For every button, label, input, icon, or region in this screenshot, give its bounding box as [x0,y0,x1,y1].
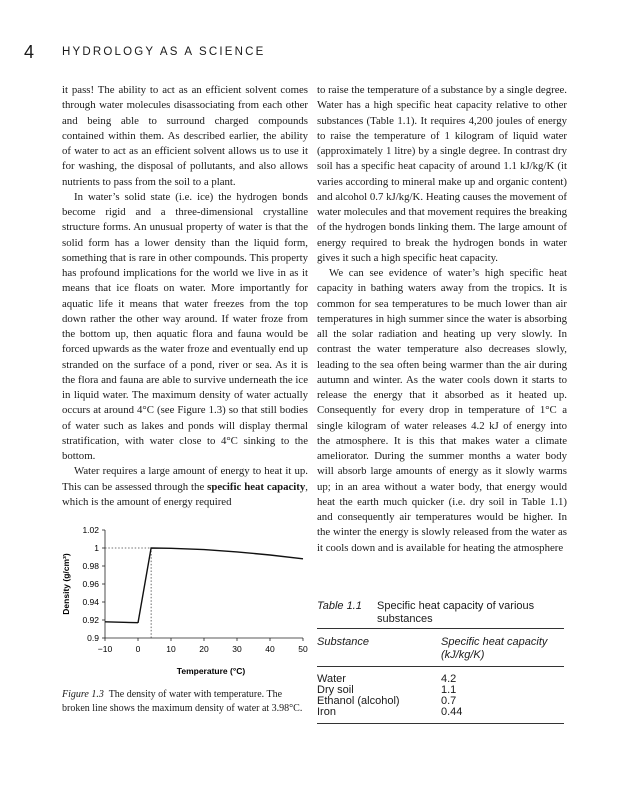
density-series-line [105,548,303,623]
y-axis-label: Density (g/cm³) [61,553,71,615]
y-tick-label: 0.92 [82,615,99,625]
table-cell-substance: Iron [317,706,336,718]
x-tick-label: 10 [166,644,176,654]
x-tick-label: 40 [265,644,275,654]
table-bottom-rule [317,723,564,724]
figure-caption [62,688,308,716]
table-cell-substance: Ethanol (alcohol) [317,695,400,707]
table-cell-value: 4.2 [441,673,457,685]
figure-label: Figure 1.3 [62,689,104,700]
table-cell-value: 0.7 [441,695,457,707]
table-cell-value: 0.44 [441,706,463,718]
table-header-rule [317,666,564,667]
figure-caption-text: The density of water with temperature. The broken line shows the maximum density of water at 3.98°C. [62,689,303,715]
running-head: HYDROLOGY AS A SCIENCE [62,46,266,58]
table-label: Table 1.1 [317,600,362,612]
x-tick-label: 0 [135,644,141,654]
paragraph [62,464,308,510]
density-chart [56,522,311,678]
paragraph: to raise the temperature of a substance by a single degree. Water has a high specific heat capacity relative to other substances (Table 1.1). It requires 4,200 joules of energy to raise the temperature of 1 kilogram of liquid water (approximately 1 litre) by a single degree. In contrast dry soil has a specific heat capacity of around 1.1 kJ/kg/K (it varies according to mineral make up and organic content) and alcohol 0.7 kJ/kg/K. Heating causes the movement of water molecules and that movement requires the breaking of the hydrogen bonds linking them. The large amount of energy required to break the hydrogen bonds in water gives it such a high specific heat capacity. [317,84,567,264]
table-title [317,600,567,625]
x-tick-label: 50 [298,644,308,654]
table-cell-value: 1.1 [441,684,457,696]
key-term: specific heat capacity [207,480,306,493]
left-column [62,83,308,510]
table-cell-substance: Water [317,673,346,685]
y-tick-label: 0.9 [87,633,99,643]
page-number: 4 [24,42,35,62]
paragraph: it pass! The ability to act as an efficient solvent comes through water molecules disassociating from each other and being able to surround charged compounds contained within them. As described earlier, the ability of water to act as an efficient solvent allows us to use it for washing, the disposal of pollutants, and also allows nutrients to pass from the soil to a plant. [62,84,308,188]
x-axis-label: Temperature (°C) [176,666,246,676]
x-tick-label: 20 [199,644,209,654]
paragraph: We can see evidence of water’s high specific heat capacity in bathing waters away from the tropics. It is common for sea temperatures to be much lower than air temperatures in high summer since the water is absorbing all the solar radiation and heating up very slowly. In contrast the water temperature also decreases slowly, leading to the sea often being warmer than the air during autumn and winter. As the water cools down it starts to release the energy that it absorbed as it heated up. Consequently for every drop in temperature of 1°C a single kilogram of water releases 4.2 kJ of energy into the atmosphere. It is this that makes water a climate ameliorator. During the summer months a water body will absorb large amounts of energy as it slowly warms up; in an area without a water body, that energy would heat the earth much quicker (i.e. dry soil in Table 1.1) and consequently air temperatures would be higher. In the winter the energy is slowly released from the water as it cools down and is available for heating the atmosphere [317,267,567,554]
table-top-rule [317,628,564,629]
y-tick-label: 0.98 [82,561,99,571]
paragraph-text: Water requires a large amount of energy to heat it up. This can be assessed through the [62,465,308,493]
y-tick-label: 0.94 [82,597,99,607]
x-tick-label: −10 [97,644,113,654]
table-cell-substance: Dry soil [317,684,354,696]
y-tick-label: 1.02 [82,525,99,535]
right-column [317,83,567,556]
paragraph-text: , which is the amount of energy required [62,480,308,508]
x-tick-label: 30 [232,644,242,654]
paragraph: In water’s solid state (i.e. ice) the hydrogen bonds become rigid and a three-dimensional crystalline structure forms. An unusual property of water is that the solid form has a lower density than the liquid form, something that is rare in other compounds. This property has profound implications for the world we live in as it means that ice floats on water. More importantly for aquatic life it means that water freezes from the top down rather the other way around. If water froze from the bottom up, then aquatic flora and fauna would be forced upwards as the water froze and eventually end up stranded on the surface of a pond, river or sea. As it is the flora and fauna are able to survive underneath the ice in liquid water. The maximum density of water actually occurs at around 4°C (see Figure 1.3) so that still bodies of water such as lakes and ponds will display thermal stratification, with water close to 4°C sinking to the bottom. [62,190,308,462]
table-header-substance: Substance [317,636,369,648]
y-tick-label: 0.96 [82,579,99,589]
table-title-text: Specific heat capacity of various substances [377,600,535,625]
y-tick-label: 1 [94,543,99,553]
table-header-heat-capacity: Specific heat capacity (kJ/kg/K) [441,636,548,661]
